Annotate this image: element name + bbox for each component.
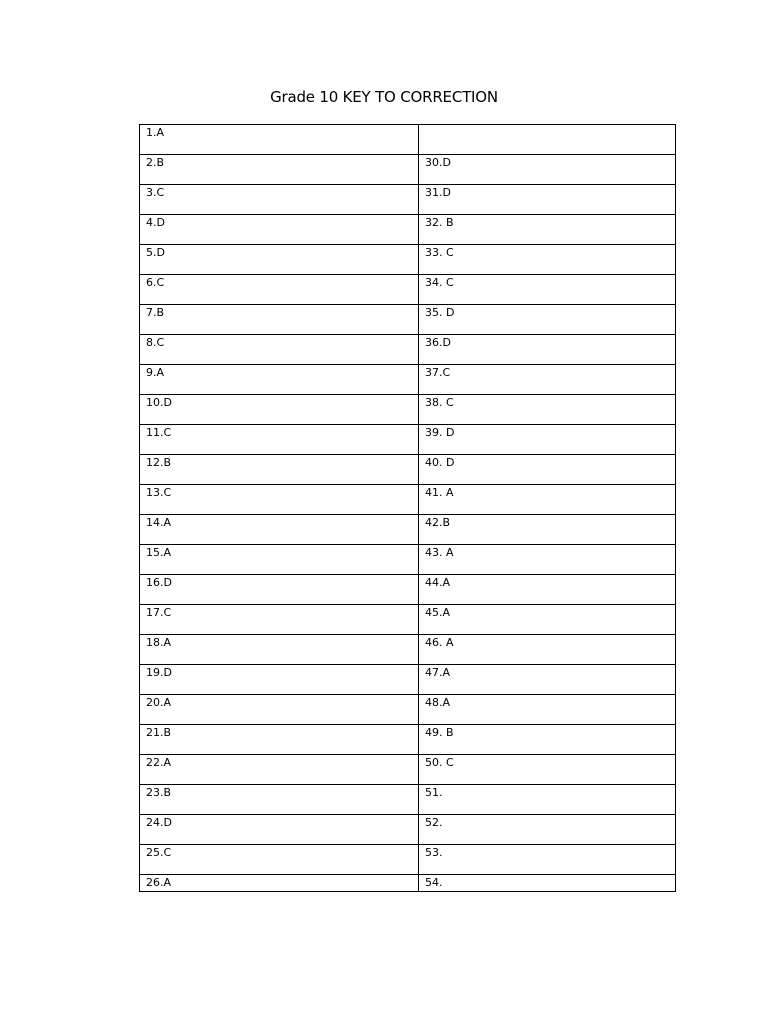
- answer-text: 50. C: [425, 756, 454, 769]
- answer-cell-left: [140, 665, 419, 695]
- table-row: [140, 605, 676, 635]
- answer-text: 39. D: [425, 426, 455, 439]
- answer-text: 14.A: [146, 516, 172, 529]
- answer-text: 31.D: [425, 186, 451, 199]
- answer-text: 2.B: [146, 156, 165, 169]
- answer-text: [425, 125, 675, 126]
- table-row: [140, 455, 676, 485]
- table-row: [140, 545, 676, 575]
- answer-text: 22.A: [146, 756, 172, 769]
- answer-cell-right: [419, 125, 676, 155]
- table-row: [140, 125, 676, 155]
- table-row: [140, 335, 676, 365]
- answer-cell-right: [419, 305, 676, 335]
- answer-text: 17.C: [146, 606, 172, 619]
- answer-text: 34. C: [425, 276, 454, 289]
- answer-text: 5.D: [146, 246, 165, 259]
- answer-text: 1.A: [146, 126, 165, 139]
- answer-cell-right: [419, 515, 676, 545]
- answer-cell-left: [140, 155, 419, 185]
- answer-text: 16.D: [146, 576, 172, 589]
- answer-cell-right: [419, 185, 676, 215]
- answer-text: 23.B: [146, 786, 172, 799]
- answer-cell-left: [140, 215, 419, 245]
- answer-text: 21.B: [146, 726, 172, 739]
- answer-cell-left: [140, 125, 419, 155]
- answer-cell-right: [419, 155, 676, 185]
- table-row: [140, 215, 676, 245]
- answer-cell-right: [419, 785, 676, 815]
- table-row: [140, 365, 676, 395]
- answer-cell-left: [140, 455, 419, 485]
- answer-text: 45.A: [425, 606, 451, 619]
- answer-cell-right: [419, 365, 676, 395]
- answer-cell-right: [419, 665, 676, 695]
- answer-cell-left: [140, 845, 419, 875]
- answer-text: 38. C: [425, 396, 454, 409]
- answer-text: 49. B: [425, 726, 454, 739]
- table-row: [140, 515, 676, 545]
- answer-text: 11.C: [146, 426, 172, 439]
- answer-cell-right: [419, 245, 676, 275]
- answer-cell-left: [140, 275, 419, 305]
- answer-cell-right: [419, 395, 676, 425]
- answer-text: 18.A: [146, 636, 172, 649]
- answer-text: 20.A: [146, 696, 172, 709]
- answer-cell-right: [419, 455, 676, 485]
- table-row: [140, 185, 676, 215]
- answer-cell-right: [419, 575, 676, 605]
- answer-cell-right: [419, 275, 676, 305]
- answer-cell-right: [419, 425, 676, 455]
- answer-cell-left: [140, 605, 419, 635]
- answer-cell-left: [140, 395, 419, 425]
- answer-cell-right: [419, 755, 676, 785]
- answer-text: 4.D: [146, 216, 165, 229]
- table-row: [140, 815, 676, 845]
- answer-cell-left: [140, 245, 419, 275]
- table-row: [140, 275, 676, 305]
- answer-cell-left: [140, 785, 419, 815]
- table-row: [140, 395, 676, 425]
- answer-text: 51.: [425, 786, 443, 799]
- answer-cell-right: [419, 725, 676, 755]
- answer-cell-right: [419, 635, 676, 665]
- answer-text: 9.A: [146, 366, 165, 379]
- table-row: [140, 725, 676, 755]
- answer-cell-left: [140, 575, 419, 605]
- answer-text: 40. D: [425, 456, 455, 469]
- answer-cell-left: [140, 305, 419, 335]
- answer-text: 12.B: [146, 456, 172, 469]
- answer-text: 37.C: [425, 366, 451, 379]
- answer-cell-left: [140, 545, 419, 575]
- answer-text: 10.D: [146, 396, 172, 409]
- answer-text: 42.B: [425, 516, 451, 529]
- answer-cell-right: [419, 875, 676, 892]
- answer-cell-right: [419, 815, 676, 845]
- answer-cell-left: [140, 515, 419, 545]
- answer-cell-left: [140, 485, 419, 515]
- answer-text: 33. C: [425, 246, 454, 259]
- answer-text: 3.C: [146, 186, 165, 199]
- answer-text: 43. A: [425, 546, 454, 559]
- answer-text: 7.B: [146, 306, 165, 319]
- answer-cell-right: [419, 695, 676, 725]
- answer-text: 15.A: [146, 546, 172, 559]
- answer-text: 6.C: [146, 276, 165, 289]
- answer-text: 26.A: [146, 876, 172, 889]
- table-row: [140, 665, 676, 695]
- table-row: [140, 425, 676, 455]
- answer-text: 54.: [425, 876, 443, 889]
- answer-cell-left: [140, 335, 419, 365]
- answer-text: 36.D: [425, 336, 451, 349]
- answer-text: 25.C: [146, 846, 172, 859]
- answer-text: 13.C: [146, 486, 172, 499]
- answer-text: 41. A: [425, 486, 454, 499]
- answer-cell-left: [140, 875, 419, 892]
- answer-text: 24.D: [146, 816, 172, 829]
- answer-key-body: [140, 125, 676, 892]
- answer-text: 19.D: [146, 666, 172, 679]
- answer-text: 35. D: [425, 306, 455, 319]
- answer-text: 47.A: [425, 666, 451, 679]
- answer-cell-right: [419, 605, 676, 635]
- answer-cell-left: [140, 185, 419, 215]
- answer-cell-right: [419, 545, 676, 575]
- table-row: [140, 305, 676, 335]
- answer-cell-right: [419, 335, 676, 365]
- answer-cell-right: [419, 215, 676, 245]
- answer-text: 30.D: [425, 156, 451, 169]
- answer-text: 52.: [425, 816, 443, 829]
- answer-key-table: [139, 124, 676, 892]
- table-row: [140, 575, 676, 605]
- answer-cell-left: [140, 725, 419, 755]
- page-title: Grade 10 KEY TO CORRECTION: [270, 88, 498, 106]
- answer-cell-right: [419, 485, 676, 515]
- table-row: [140, 245, 676, 275]
- answer-cell-right: [419, 845, 676, 875]
- table-row: [140, 845, 676, 875]
- answer-text: 48.A: [425, 696, 451, 709]
- answer-text: 53.: [425, 846, 443, 859]
- table-row: [140, 875, 676, 892]
- answer-cell-left: [140, 425, 419, 455]
- answer-text: 8.C: [146, 336, 165, 349]
- answer-cell-left: [140, 755, 419, 785]
- table-row: [140, 695, 676, 725]
- answer-text: 44.A: [425, 576, 451, 589]
- table-row: [140, 785, 676, 815]
- table-row: [140, 485, 676, 515]
- table-row: [140, 635, 676, 665]
- answer-text: 46. A: [425, 636, 454, 649]
- answer-cell-left: [140, 815, 419, 845]
- answer-cell-left: [140, 365, 419, 395]
- answer-cell-left: [140, 635, 419, 665]
- answer-text: 32. B: [425, 216, 454, 229]
- answer-cell-left: [140, 695, 419, 725]
- table-row: [140, 155, 676, 185]
- table-row: [140, 755, 676, 785]
